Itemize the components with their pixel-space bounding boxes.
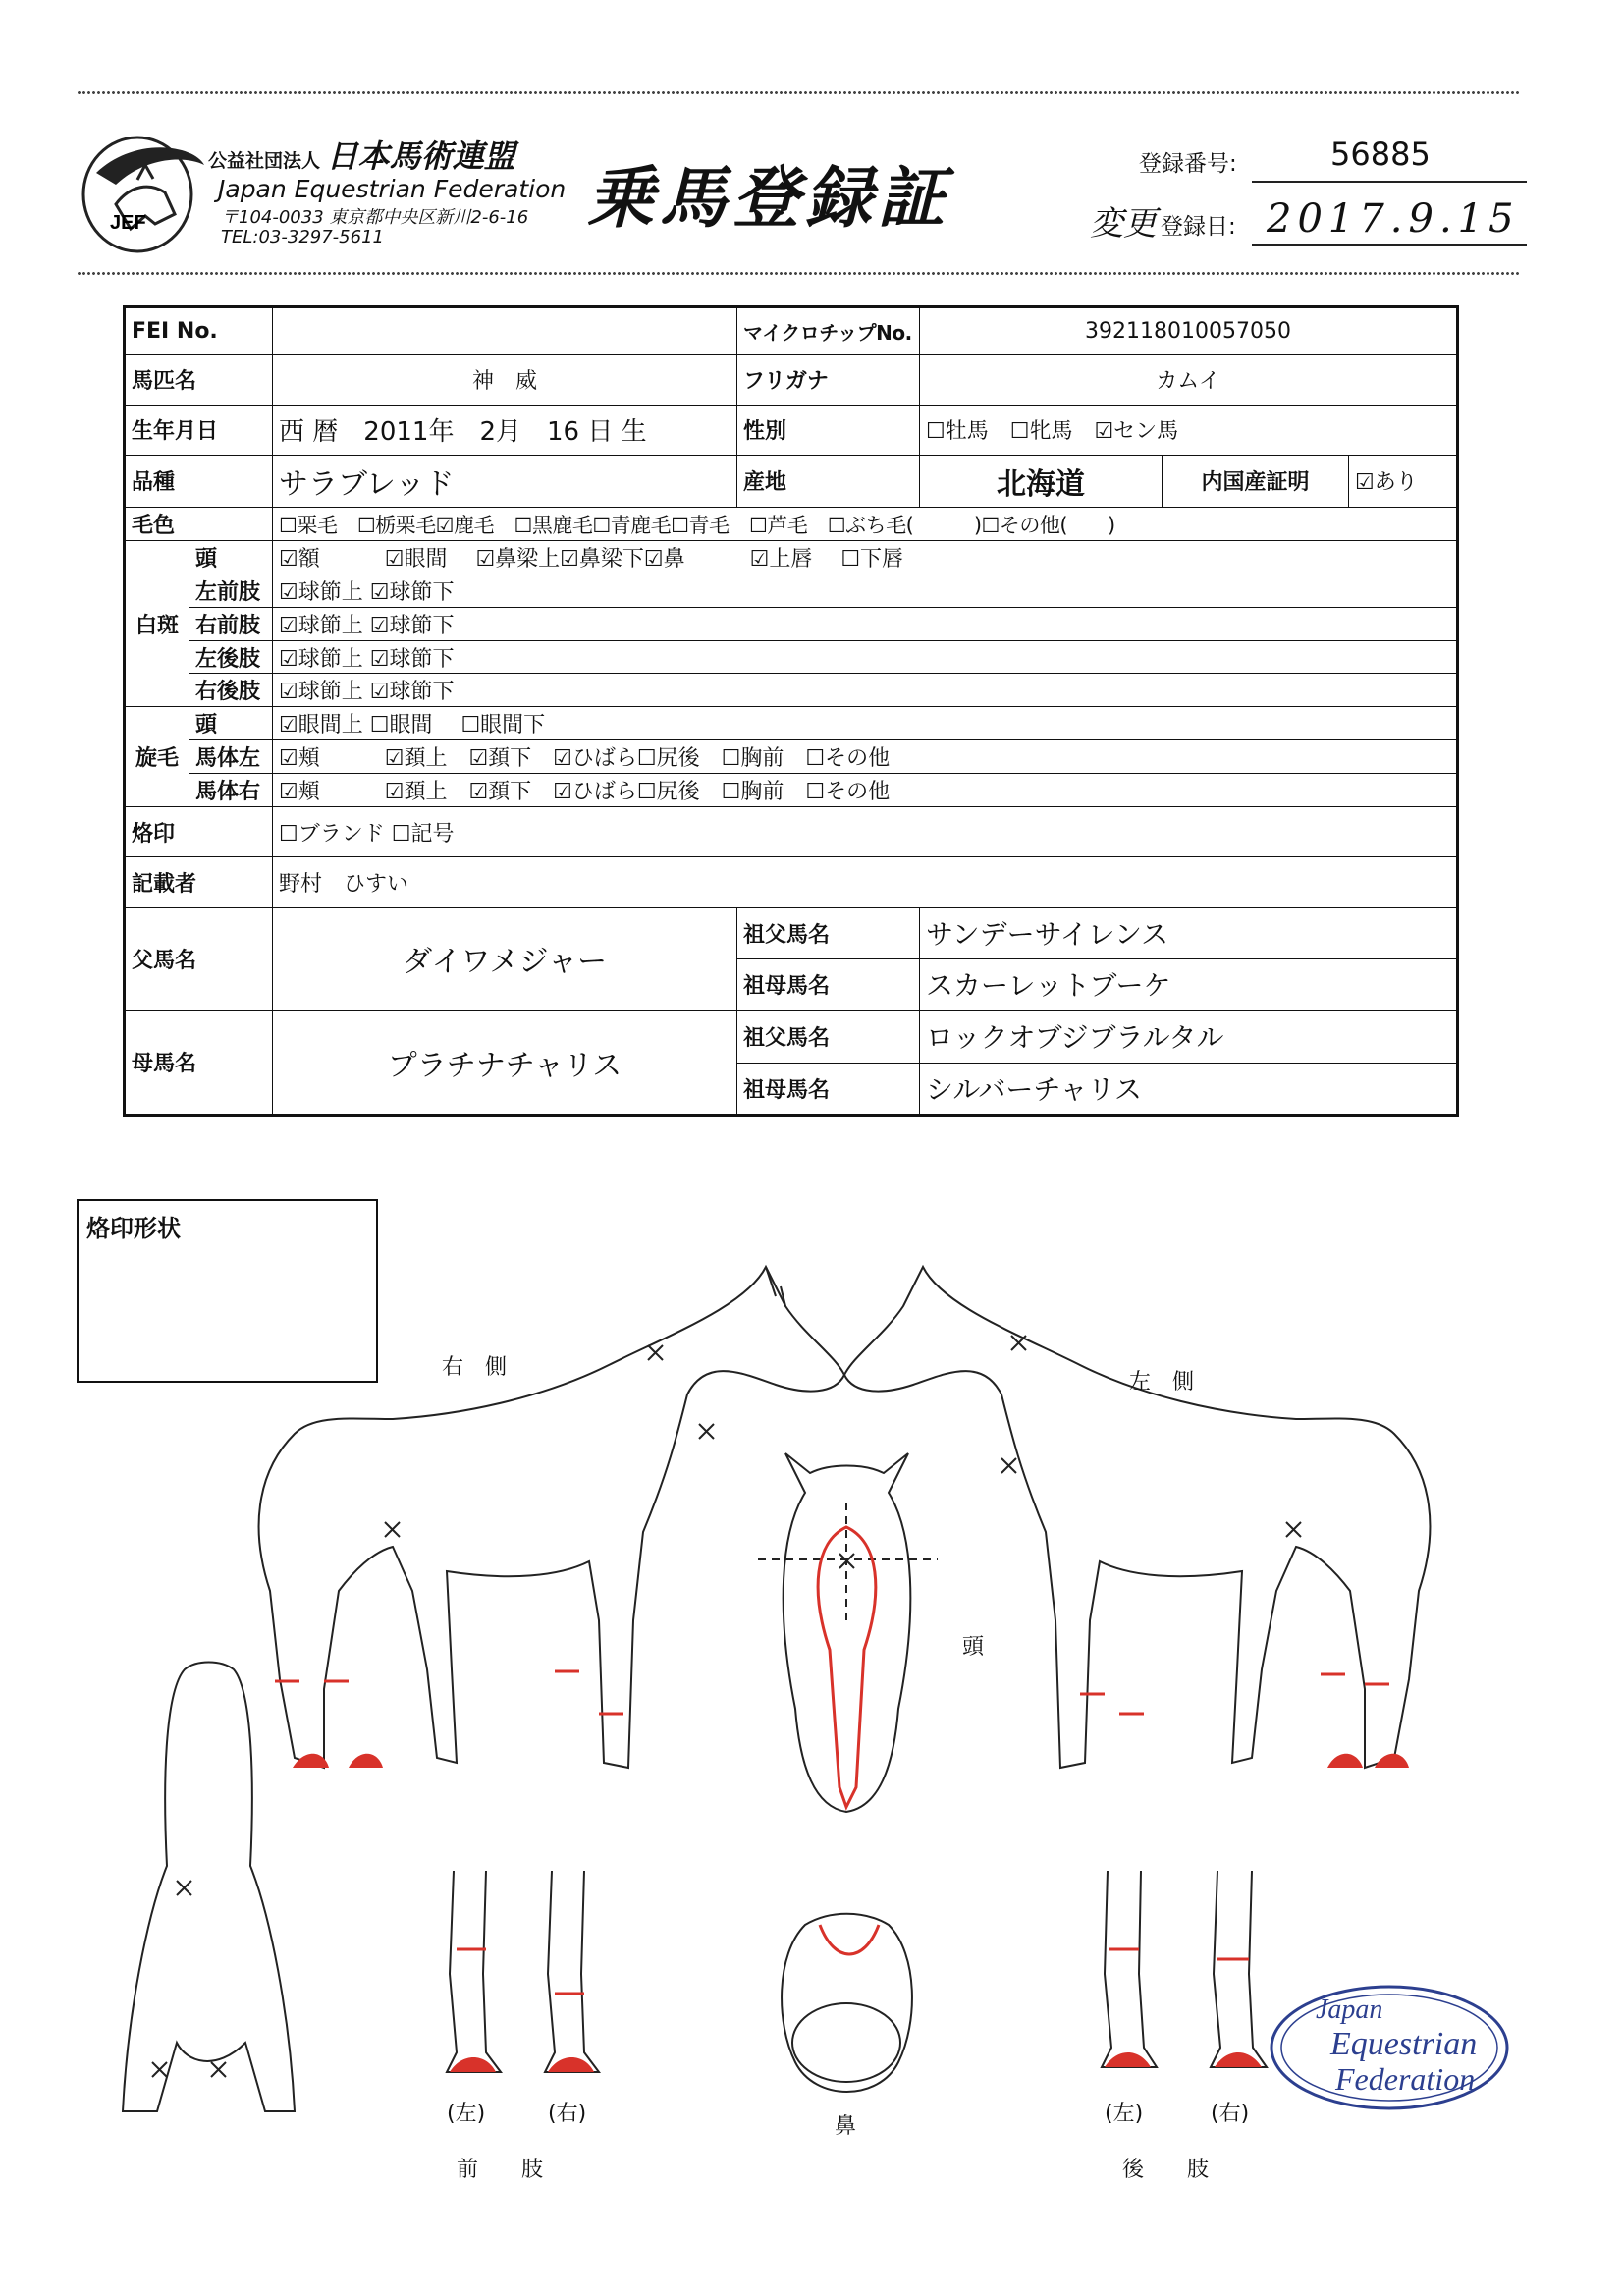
org-name: 日本馬術連盟: [326, 137, 515, 175]
origin-label: 産地: [737, 455, 920, 507]
org-prefix: 公益社団法人: [208, 150, 321, 172]
head-label: 頭: [962, 1635, 985, 1660]
domestic-cert-label: 内国産証明: [1163, 455, 1349, 507]
right-side-label: 右 側: [442, 1355, 508, 1380]
fei-label: FEI No.: [125, 307, 273, 355]
hind-limb-right-outline: [1211, 1871, 1267, 2067]
fore-right-label: (右): [548, 2102, 587, 2126]
fore-limbs-label: 前 肢: [457, 2158, 544, 2182]
dam-dam-value: シルバーチャリス: [920, 1063, 1458, 1115]
reg-date: 2017.9.15: [1267, 196, 1520, 242]
left-side-label: 左 側: [1129, 1370, 1195, 1394]
birth-value: 西 暦 2011年 2月 16 日 生: [273, 405, 737, 455]
hind-limb-left-outline: [1102, 1871, 1157, 2067]
dam-value: プラチナチャリス: [273, 1011, 737, 1116]
sire-label: 父馬名: [125, 907, 273, 1011]
jef-logo-text: JEF: [110, 212, 146, 234]
whorls-label: 旋毛: [125, 707, 189, 807]
stamp-text-line3: Federation: [1335, 2061, 1476, 2097]
white-value-head: ☑額 ☑眼間 ☑鼻梁上☑鼻梁下☑鼻 ☑上唇 ☐下唇: [273, 541, 1458, 574]
dam-label: 母馬名: [125, 1011, 273, 1116]
recorder-value: 野村 ひすい: [273, 857, 1458, 907]
org-name-en: Japan Equestrian Federation: [218, 175, 567, 203]
sire-value: ダイワメジャー: [273, 907, 737, 1011]
sire-dam-value: スカーレットブーケ: [920, 958, 1458, 1010]
sire-sire-label: 祖父馬名: [737, 907, 920, 958]
reg-number-label: 登録番号:: [1139, 151, 1237, 177]
domestic-cert-value: ☑あり: [1349, 455, 1458, 507]
reg-number: 56885: [1330, 136, 1431, 173]
white-value-left-fore: ☑球節上 ☑球節下: [273, 574, 1458, 607]
stamp-text-line2: Equestrian: [1330, 2026, 1478, 2062]
nose-label: 鼻: [835, 2114, 857, 2139]
microchip-value: 392118010057050: [920, 307, 1458, 355]
birth-label: 生年月日: [125, 405, 273, 455]
dam-sire-value: ロックオブジブラルタル: [920, 1011, 1458, 1063]
furigana-label: フリガナ: [737, 355, 920, 405]
fore-limb-right-outline: [545, 1871, 599, 2072]
whorl-value-body-right: ☑頬 ☑頚上 ☑頚下 ☑ひばら☐尻後 ☐胸前 ☐その他: [273, 774, 1458, 807]
microchip-label: マイクロチップNo.: [737, 307, 920, 355]
recorder-label: 記載者: [125, 857, 273, 907]
whorl-part-body-right: 馬体右: [189, 774, 273, 807]
org-tel: TEL:03-3297-5611: [221, 227, 384, 247]
dam-sire-label: 祖父馬名: [737, 1011, 920, 1063]
horse-right-side-outline: [259, 1267, 844, 1768]
white-value-right-hind: ☑球節上 ☑球節下: [273, 674, 1458, 707]
whorl-value-head: ☑眼間上 ☐眼間 ☐眼間下: [273, 707, 1458, 740]
sire-dam-label: 祖母馬名: [737, 958, 920, 1010]
breed-value: サラブレッド: [273, 455, 737, 507]
whorl-value-body-left: ☑頬 ☑頚上 ☑頚下 ☑ひばら☐尻後 ☐胸前 ☐その他: [273, 740, 1458, 774]
hind-right-label: (右): [1211, 2102, 1250, 2126]
coat-label: 毛色: [125, 508, 273, 541]
whorl-part-head: 頭: [189, 707, 273, 740]
brand-label: 烙印: [125, 806, 273, 856]
brand-value: ☐ブランド ☐記号: [273, 806, 1458, 856]
hind-left-label: (左): [1105, 2102, 1144, 2126]
org-address: 〒104-0033 東京都中央区新川2-6-16: [221, 207, 529, 228]
origin-value: 北海道: [920, 455, 1163, 507]
white-value-right-fore: ☑球節上 ☑球節下: [273, 607, 1458, 640]
whorl-part-body-left: 馬体左: [189, 740, 273, 774]
sire-sire-value: サンデーサイレンス: [920, 907, 1458, 958]
horse-name-value: 神 威: [273, 355, 737, 405]
document-title: 乗馬登録証: [587, 160, 951, 238]
sex-value: ☐牡馬 ☐牝馬 ☑セン馬: [920, 405, 1458, 455]
stamp-text-line1: Japan: [1316, 1995, 1383, 2025]
white-part-right-hind: 右後肢: [189, 674, 273, 707]
dam-dam-label: 祖母馬名: [737, 1063, 920, 1115]
fore-limb-left-outline: [447, 1871, 501, 2072]
reg-date-label: 登録日:: [1161, 214, 1236, 240]
horse-top-view-outline: [123, 1663, 295, 2112]
white-marks-label: 白斑: [125, 541, 189, 707]
horse-name-label: 馬匹名: [125, 355, 273, 405]
hind-limbs-label: 後 肢: [1122, 2158, 1210, 2182]
white-mark-indicators: [275, 1527, 1389, 1994]
sex-label: 性別: [737, 405, 920, 455]
white-value-left-hind: ☑球節上 ☑球節下: [273, 640, 1458, 674]
white-part-right-fore: 右前肢: [189, 607, 273, 640]
furigana-value: カムイ: [920, 355, 1458, 405]
white-part-left-fore: 左前肢: [189, 574, 273, 607]
fore-left-label: (左): [447, 2102, 486, 2126]
breed-label: 品種: [125, 455, 273, 507]
coat-value: ☐栗毛 ☐栃栗毛☑鹿毛 ☐黒鹿毛☐青鹿毛☐青毛 ☐芦毛 ☐ぶち毛( )☐その他( ): [273, 508, 1458, 541]
white-part-left-hind: 左後肢: [189, 640, 273, 674]
stamp-text: [1316, 1995, 1477, 2097]
white-part-head: 頭: [189, 541, 273, 574]
change-mark: 変更: [1090, 204, 1157, 244]
horse-left-side-outline: [844, 1267, 1430, 1768]
brand-shape-label: 烙印形状: [86, 1215, 181, 1242]
